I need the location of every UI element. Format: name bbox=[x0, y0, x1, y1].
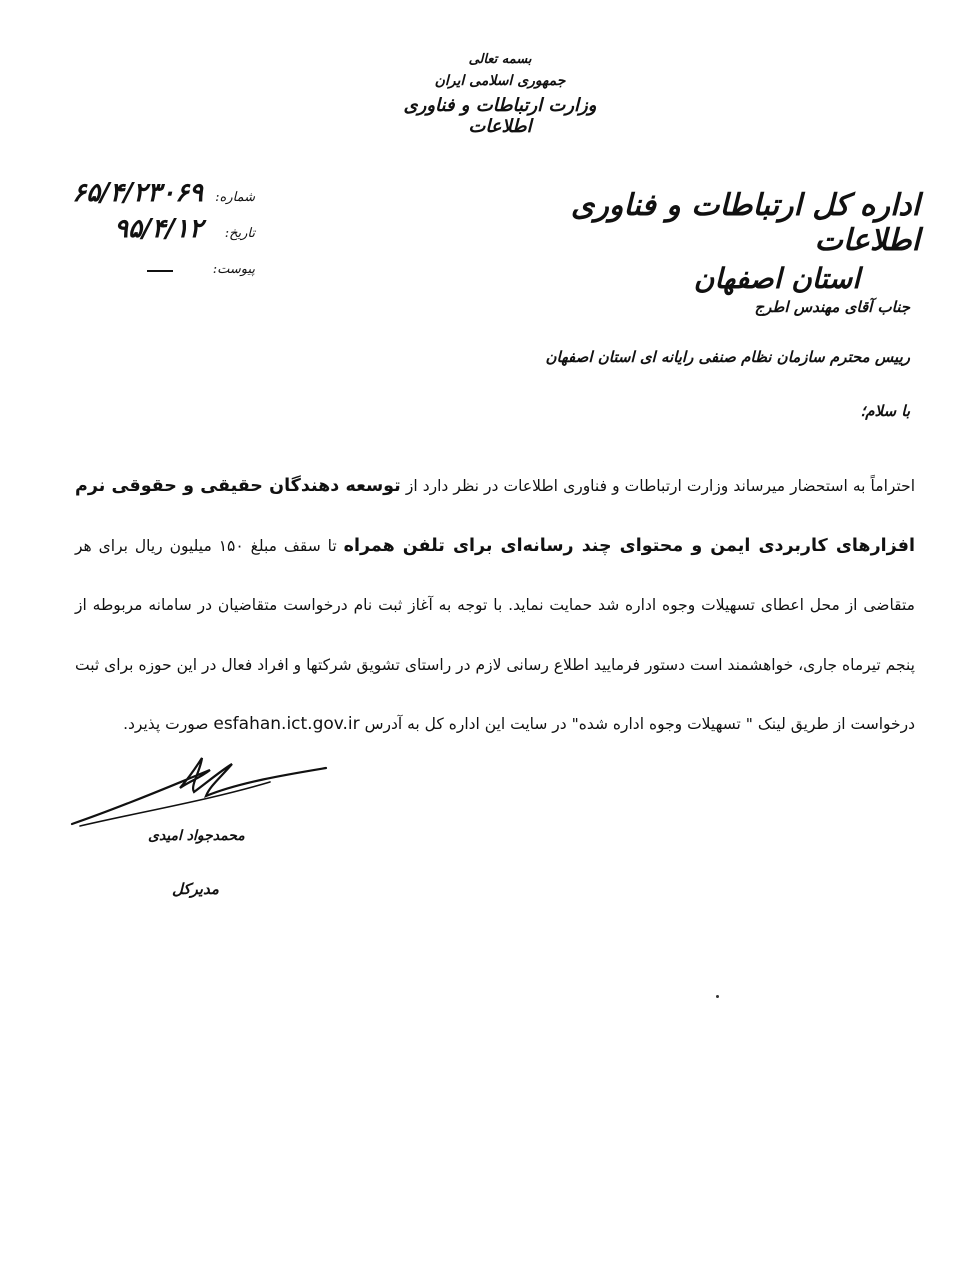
signer-name: محمدجواد امیدی bbox=[148, 828, 245, 844]
number-row bbox=[40, 178, 255, 214]
office-province: استان اصفهان bbox=[693, 262, 860, 295]
addressee: جناب آقای مهندس اطرج bbox=[754, 298, 910, 316]
attachment-row bbox=[40, 250, 255, 286]
ministry-title: وزارت ارتباطات و فناوری اطلاعات bbox=[403, 95, 597, 137]
body-part-1: احتراماً به استحضار میرساند وزارت ارتباطات و فناوری اطلاعات در نظر دارد از bbox=[405, 477, 915, 495]
date-label: تاریخ: bbox=[224, 226, 255, 241]
body-part-3: صورت پذیرد. bbox=[123, 715, 209, 733]
website-link: esfahan.ict.gov.ir bbox=[213, 714, 360, 734]
letter-body bbox=[75, 457, 915, 755]
addressee-title: رییس محترم سازمان نظام صنفی رایانه ای استان اصفهان bbox=[545, 348, 910, 366]
letterhead bbox=[370, 52, 630, 137]
date-row bbox=[40, 214, 255, 250]
body-bold-1: توسعه دهندگان حقیقی و حقوقی نرم افزارهای کاربردی ایمن و محتوای چند رسانه‌ای برای تلفن همراه bbox=[75, 476, 915, 556]
basmala: بسمه تعالی bbox=[468, 52, 532, 67]
attachment-label: پیوست: bbox=[212, 262, 255, 277]
body-part-2: تا سقف مبلغ ۱۵۰ میلیون ریال برای هر متقاضی از محل اعطای تسهیلات وجوه اداره شد حمایت نماید. با توجه به آغاز ثبت نام درخواست متقاضیان در سامانه مربوطه از پنجم تیرماه جاری، خواهشمند است دستور فرمایید اطلاع رسانی لازم در راستای تشویق شرکتها و افراد فعال در این حوزه برای ثبت درخواست از طریق لینک " تسهیلات وجوه اداره شده" در سایت این اداره کل به آدرس bbox=[75, 536, 915, 733]
page-mark bbox=[716, 995, 719, 998]
number-value: ۶۵/۴/۲۳۰۶۹ bbox=[72, 178, 203, 208]
number-label: شماره: bbox=[215, 190, 255, 205]
signer-position: مدیرکل bbox=[172, 880, 219, 898]
date-value: ۹۵/۴/۱۲ bbox=[114, 214, 203, 244]
letter-meta bbox=[40, 178, 255, 286]
attachment-value bbox=[147, 270, 173, 273]
office-name: اداره کل ارتباطات و فناوری اطلاعات bbox=[570, 188, 920, 258]
republic-title: جمهوری اسلامی ایران bbox=[434, 73, 566, 89]
greeting: با سلام؛ bbox=[860, 402, 910, 420]
office-header bbox=[560, 188, 920, 295]
